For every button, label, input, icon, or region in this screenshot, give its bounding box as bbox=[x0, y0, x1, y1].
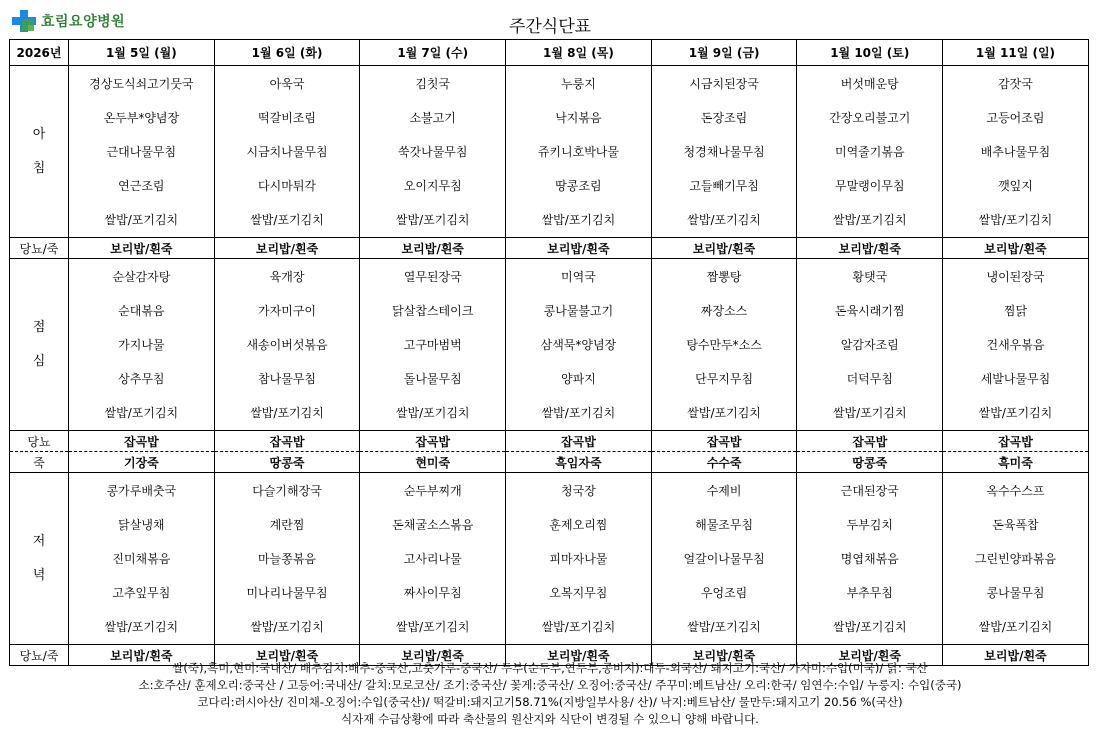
breakfast-diabetic-label: 당뇨/죽 bbox=[10, 238, 69, 259]
day-header: 1월 9일 (금) bbox=[651, 40, 797, 66]
menu-item: 닭살찹스테이크 bbox=[392, 303, 474, 318]
menu-item: 쌀밥/포기김치 bbox=[250, 619, 324, 634]
menu-item: 돈육폭찹 bbox=[992, 517, 1039, 532]
dinner-day-cell bbox=[69, 473, 215, 645]
lunch-day-cell bbox=[69, 259, 215, 431]
menu-item: 육개장 bbox=[269, 269, 305, 284]
menu-item: 쌀밥/포기김치 bbox=[687, 212, 761, 227]
weekly-menu-table bbox=[9, 39, 1089, 666]
menu-item: 가자미구이 bbox=[258, 303, 317, 318]
menu-item: 쌀밥/포기김치 bbox=[687, 405, 761, 420]
lunch-porridge-row bbox=[10, 452, 1089, 473]
lunch-day-cell bbox=[797, 259, 943, 431]
dinner-day-cell bbox=[360, 473, 506, 645]
menu-item: 버섯매운탕 bbox=[840, 76, 899, 91]
breakfast-label-char: 아 bbox=[32, 126, 46, 142]
day-header: 1월 6일 (화) bbox=[214, 40, 360, 66]
year-cell: 2026년 bbox=[10, 40, 69, 66]
menu-item: 쌀밥/포기김치 bbox=[978, 405, 1053, 420]
lunch-porridge-cell: 기장죽 bbox=[69, 452, 215, 473]
dinner-diabetic-cell: 보리밥/흰죽 bbox=[214, 645, 360, 666]
menu-item: 고추잎무침 bbox=[112, 585, 171, 600]
day-header: 1월 11일 (일) bbox=[943, 40, 1089, 66]
dinner-day-cell bbox=[506, 473, 652, 645]
menu-item: 새송이버섯볶음 bbox=[246, 337, 328, 352]
menu-item: 돌나물무침 bbox=[403, 371, 462, 386]
menu-item: 쌀밥/포기김치 bbox=[832, 405, 907, 420]
menu-item: 쌀밥/포기김치 bbox=[395, 619, 470, 634]
dinner-day-cell bbox=[797, 473, 943, 645]
menu-item: 땅콩조림 bbox=[555, 178, 602, 193]
menu-item: 근대나물무침 bbox=[106, 144, 177, 159]
menu-item: 쥬키니호박나물 bbox=[537, 144, 619, 159]
lunch-label-char: 점 bbox=[32, 319, 46, 335]
menu-item: 무말랭이무침 bbox=[835, 178, 905, 193]
menu-item: 부추무침 bbox=[846, 585, 893, 600]
menu-item: 쌀밥/포기김치 bbox=[541, 619, 616, 634]
menu-item: 닭살냉채 bbox=[118, 517, 165, 532]
menu-item: 순두부찌개 bbox=[403, 483, 462, 498]
lunch-porridge-cell: 땅콩죽 bbox=[797, 452, 943, 473]
menu-item: 쌀밥/포기김치 bbox=[541, 405, 616, 420]
menu-item: 고들빼기무침 bbox=[689, 178, 759, 193]
lunch-porridge-label: 죽 bbox=[10, 452, 69, 473]
menu-item: 오이지무침 bbox=[403, 178, 462, 193]
lunch-day-cell bbox=[651, 259, 797, 431]
menu-item: 오복지무침 bbox=[549, 585, 608, 600]
menu-item: 쌀밥/포기김치 bbox=[250, 212, 324, 227]
menu-item: 그린빈양파볶음 bbox=[974, 551, 1057, 566]
dinner-day-cell bbox=[651, 473, 797, 645]
breakfast-diabetic-cell: 보리밥/흰죽 bbox=[69, 238, 215, 259]
page-title: 주간식단표 bbox=[508, 17, 592, 37]
day-header: 1월 7일 (수) bbox=[360, 40, 506, 66]
menu-item: 단무지무침 bbox=[695, 371, 754, 386]
menu-item: 콩나물무침 bbox=[986, 585, 1045, 600]
dinner-row bbox=[10, 473, 1089, 645]
menu-item: 얼갈이나물무침 bbox=[683, 551, 765, 566]
menu-item: 간장오리불고기 bbox=[829, 110, 911, 125]
menu-item: 소불고기 bbox=[409, 110, 456, 125]
menu-item: 세발나물무침 bbox=[980, 371, 1051, 386]
lunch-porridge-cell: 현미죽 bbox=[360, 452, 506, 473]
menu-item: 돈채굴소스볶음 bbox=[392, 517, 474, 532]
lunch-diabetic-cell: 잡곡밥 bbox=[506, 431, 652, 452]
menu-item: 짜장소스 bbox=[700, 303, 748, 318]
menu-item: 깻잎지 bbox=[998, 178, 1033, 193]
menu-item: 쌀밥/포기김치 bbox=[395, 405, 470, 420]
menu-item: 미역국 bbox=[561, 269, 596, 284]
lunch-porridge-cell: 흑임자죽 bbox=[506, 452, 652, 473]
menu-item: 쌀밥/포기김치 bbox=[541, 212, 616, 227]
menu-item: 냉이된장국 bbox=[986, 269, 1045, 284]
menu-item: 미나리나물무침 bbox=[246, 585, 328, 600]
menu-item: 다슬기해장국 bbox=[252, 483, 322, 498]
dinner-diabetic-cell: 보리밥/흰죽 bbox=[360, 645, 506, 666]
menu-item: 고구마범벅 bbox=[403, 337, 462, 352]
menu-item: 알감자조림 bbox=[840, 337, 899, 352]
lunch-diabetic-cell: 잡곡밥 bbox=[943, 431, 1089, 452]
menu-item: 쌀밥/포기김치 bbox=[687, 619, 761, 634]
menu-item: 쌀밥/포기김치 bbox=[250, 405, 324, 420]
dinner-label-char: 저 bbox=[32, 533, 46, 549]
dinner-diabetic-cell: 보리밥/흰죽 bbox=[69, 645, 215, 666]
breakfast-day-cell bbox=[506, 66, 652, 238]
menu-item: 가지나물 bbox=[118, 337, 165, 352]
origin-note-line: 코다리:러시아산/ 진미채-오징어:수입(중국산)/ 떡갈비:돼지고기58.71%(지방일부사용/ 산)/ 낙지:베트남산/ 물만두:돼지고기 20.56 %(국산) bbox=[197, 695, 903, 709]
lunch-diabetic-cell: 잡곡밥 bbox=[69, 431, 215, 452]
menu-item: 진미채볶음 bbox=[112, 551, 171, 566]
origin-notes bbox=[0, 660, 1100, 728]
menu-item: 시금치된장국 bbox=[689, 76, 759, 91]
menu-item: 고사리나물 bbox=[403, 551, 462, 566]
breakfast-diabetic-cell: 보리밥/흰죽 bbox=[360, 238, 506, 259]
menu-item: 황탯국 bbox=[852, 269, 888, 284]
menu-item: 명엽채볶음 bbox=[840, 551, 899, 566]
dinner-diabetic-label: 당뇨/죽 bbox=[10, 645, 69, 666]
menu-item: 양파지 bbox=[561, 371, 596, 386]
lunch-porridge-cell: 수수죽 bbox=[651, 452, 797, 473]
menu-item: 아욱국 bbox=[269, 76, 305, 91]
menu-item: 두부김치 bbox=[846, 517, 893, 532]
menu-item: 온두부*양념장 bbox=[103, 110, 180, 125]
menu-item: 배추나물무침 bbox=[980, 144, 1051, 159]
menu-item: 짜사이무침 bbox=[403, 585, 462, 600]
menu-item: 청국장 bbox=[561, 483, 596, 498]
lunch-porridge-cell: 흑미죽 bbox=[943, 452, 1089, 473]
lunch-diabetic-cell: 잡곡밥 bbox=[797, 431, 943, 452]
lunch-diabetic-cell: 잡곡밥 bbox=[360, 431, 506, 452]
menu-item: 계란찜 bbox=[269, 517, 305, 532]
menu-item: 돈육시래기찜 bbox=[835, 303, 905, 318]
lunch-day-cell bbox=[214, 259, 360, 431]
menu-item: 훈제오리찜 bbox=[549, 517, 608, 532]
menu-item: 돈장조림 bbox=[700, 110, 748, 125]
menu-item: 순살감자탕 bbox=[112, 269, 171, 284]
menu-item: 누룽지 bbox=[561, 76, 596, 91]
lunch-label bbox=[10, 259, 69, 431]
menu-item: 해물조무침 bbox=[695, 517, 754, 532]
menu-item: 고등어조림 bbox=[986, 110, 1045, 125]
breakfast-row bbox=[10, 66, 1089, 238]
menu-item: 근대된장국 bbox=[840, 483, 899, 498]
menu-item: 다시마튀각 bbox=[258, 178, 317, 193]
menu-item: 쑥갓나물무침 bbox=[397, 144, 468, 159]
lunch-label-char: 심 bbox=[32, 353, 46, 369]
breakfast-day-cell bbox=[214, 66, 360, 238]
dinner-day-cell bbox=[214, 473, 360, 645]
menu-item: 미역줄기볶음 bbox=[835, 144, 905, 159]
breakfast-diabetic-cell: 보리밥/흰죽 bbox=[651, 238, 797, 259]
menu-item: 쌀밥/포기김치 bbox=[395, 212, 470, 227]
lunch-diabetic-cell: 잡곡밥 bbox=[651, 431, 797, 452]
breakfast-day-cell bbox=[360, 66, 506, 238]
menu-item: 쌀밥/포기김치 bbox=[978, 619, 1053, 634]
lunch-diabetic-row bbox=[10, 431, 1089, 452]
breakfast-diabetic-cell: 보리밥/흰죽 bbox=[797, 238, 943, 259]
menu-item: 김칫국 bbox=[415, 76, 451, 91]
menu-item: 낙지볶음 bbox=[555, 110, 602, 125]
menu-item: 쌀밥/포기김치 bbox=[104, 212, 179, 227]
breakfast-diabetic-cell: 보리밥/흰죽 bbox=[214, 238, 360, 259]
menu-item: 쌀밥/포기김치 bbox=[104, 619, 179, 634]
menu-item: 순대볶음 bbox=[118, 303, 165, 318]
header-row bbox=[10, 40, 1089, 66]
breakfast-label-char: 침 bbox=[32, 160, 46, 176]
dinner-diabetic-cell: 보리밥/흰죽 bbox=[506, 645, 652, 666]
menu-item: 피마자나물 bbox=[549, 551, 608, 566]
menu-item: 콩나물불고기 bbox=[543, 303, 614, 318]
day-header: 1월 5일 (월) bbox=[69, 40, 215, 66]
menu-item: 찜닭 bbox=[1003, 303, 1028, 318]
lunch-day-cell bbox=[506, 259, 652, 431]
menu-item: 더덕무침 bbox=[846, 371, 893, 386]
breakfast-day-cell bbox=[651, 66, 797, 238]
breakfast-label bbox=[10, 66, 69, 238]
lunch-day-cell bbox=[943, 259, 1089, 431]
lunch-diabetic-cell: 잡곡밥 bbox=[214, 431, 360, 452]
menu-item: 떡갈비조림 bbox=[258, 110, 317, 125]
breakfast-day-cell bbox=[943, 66, 1089, 238]
menu-item: 청경채나물무침 bbox=[683, 144, 765, 159]
menu-item: 짬뽕탕 bbox=[706, 269, 742, 284]
menu-item: 감잣국 bbox=[998, 76, 1033, 91]
dinner-diabetic-cell: 보리밥/흰죽 bbox=[943, 645, 1089, 666]
breakfast-diabetic-cell: 보리밥/흰죽 bbox=[943, 238, 1089, 259]
menu-item: 우엉조림 bbox=[700, 585, 748, 600]
breakfast-day-cell bbox=[69, 66, 215, 238]
menu-item: 마늘쫑볶음 bbox=[258, 551, 317, 566]
breakfast-day-cell bbox=[797, 66, 943, 238]
lunch-day-cell bbox=[360, 259, 506, 431]
lunch-diabetic-label: 당뇨 bbox=[10, 431, 69, 452]
menu-item: 건새우볶음 bbox=[986, 337, 1045, 352]
menu-item: 옥수수스프 bbox=[986, 483, 1045, 498]
dinner-label-char: 녁 bbox=[32, 567, 46, 583]
day-header: 1월 8일 (목) bbox=[506, 40, 652, 66]
menu-item: 쌀밥/포기김치 bbox=[104, 405, 179, 420]
menu-item: 수제비 bbox=[706, 483, 742, 498]
menu-item: 쌀밥/포기김치 bbox=[978, 212, 1053, 227]
lunch-porridge-cell: 땅콩죽 bbox=[214, 452, 360, 473]
notice-line: 식자재 수급상황에 따라 축산물의 원산지와 식단이 변경될 수 있으니 양해 바랍니다. bbox=[341, 712, 759, 726]
dinner-diabetic-cell: 보리밥/흰죽 bbox=[797, 645, 943, 666]
menu-item: 쌀밥/포기김치 bbox=[832, 212, 907, 227]
menu-item: 삼색묵*양념장 bbox=[540, 337, 617, 352]
dinner-diabetic-cell: 보리밥/흰죽 bbox=[651, 645, 797, 666]
menu-item: 경상도식쇠고기뭇국 bbox=[89, 76, 194, 91]
menu-item: 참나물무침 bbox=[258, 371, 317, 386]
lunch-row bbox=[10, 259, 1089, 431]
menu-item: 콩가루배춧국 bbox=[106, 483, 177, 498]
dinner-label bbox=[10, 473, 69, 645]
menu-item: 연근조림 bbox=[118, 178, 165, 193]
breakfast-diabetic-row bbox=[10, 238, 1089, 259]
origin-note-line: 쌀(죽),흑미,현미:국내산/ 배추김치:배추-중국산,고춧가루-중국산/ 두부(순두부,연두부,콩비지):대두-외국산/ 돼지고기:국산/ 가자미:수입(미국)/ 닭: 국산 bbox=[172, 661, 928, 675]
menu-item: 열무된장국 bbox=[403, 269, 462, 284]
breakfast-diabetic-cell: 보리밥/흰죽 bbox=[506, 238, 652, 259]
hospital-name: 효림요양병원 bbox=[41, 14, 126, 30]
menu-item: 쌀밥/포기김치 bbox=[832, 619, 907, 634]
menu-item: 상추무침 bbox=[118, 371, 165, 386]
menu-item: 시금치나물무침 bbox=[246, 144, 328, 159]
day-header: 1월 10일 (토) bbox=[797, 40, 943, 66]
origin-note-line: 소:호주산/ 훈제오리:중국산 / 고등어:국내산/ 갈치:모로코산/ 조기:중국산/ 꽃게:중국산/ 오징어:중국산/ 주꾸미:베트남산/ 오리:한국/ 임연수:수입/ 누룽지: 수입(중국) bbox=[138, 678, 962, 692]
dinner-day-cell bbox=[943, 473, 1089, 645]
menu-item: 탕수만두*소스 bbox=[686, 337, 762, 352]
